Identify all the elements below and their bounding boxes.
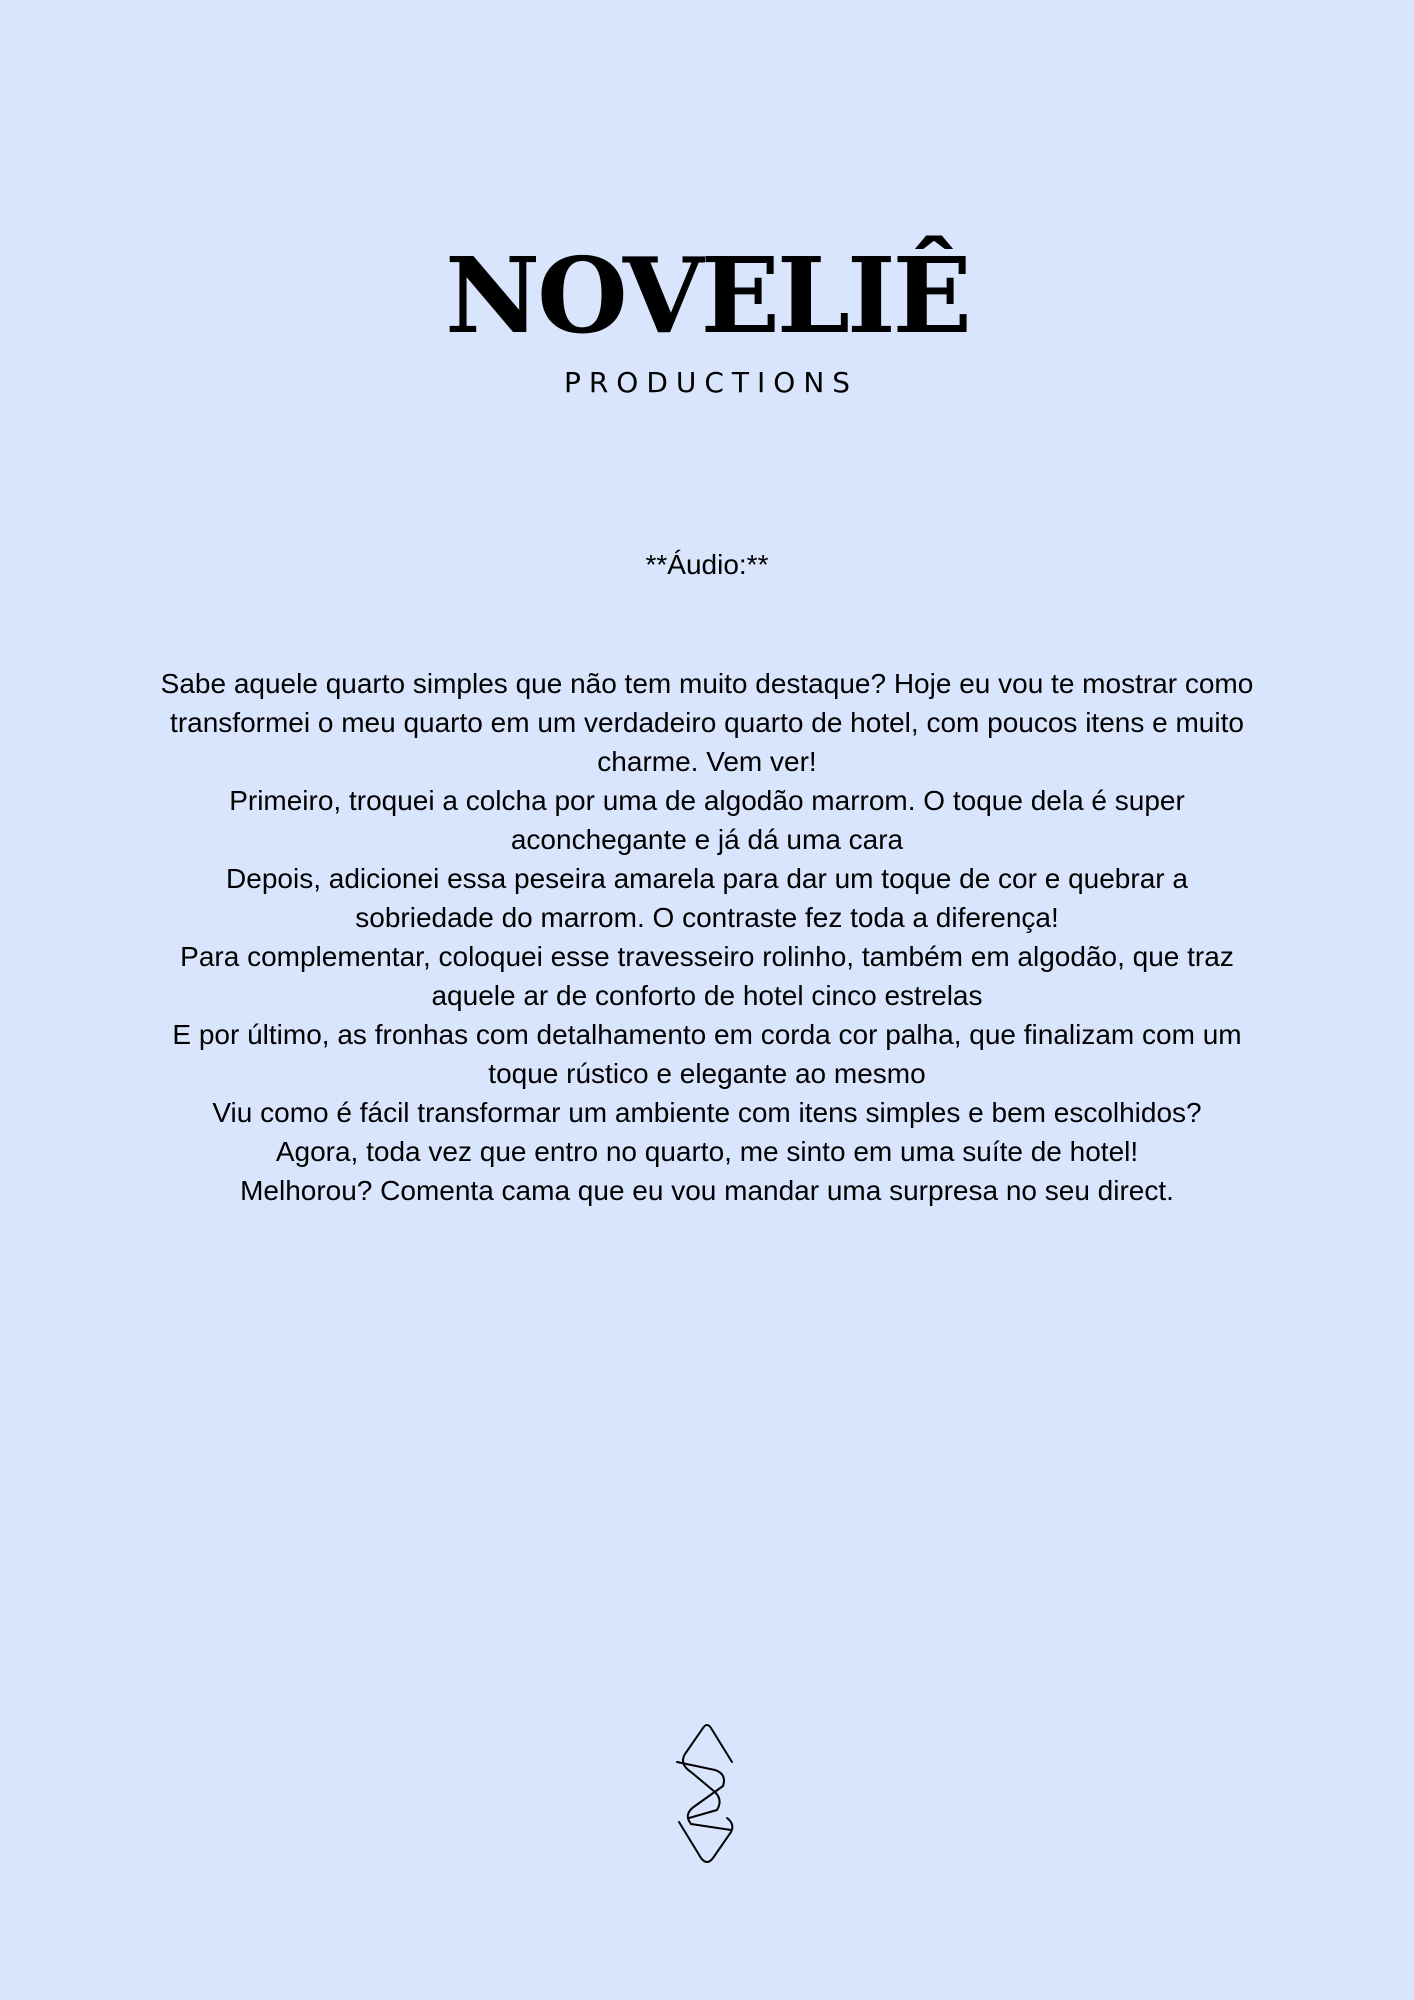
- script-line: Agora, toda vez que entro no quarto, me sinto em uma suíte de hotel!: [275, 1136, 1139, 1167]
- section-label: **Áudio:**: [645, 549, 769, 580]
- brand-subtitle: PRODUCTIONS: [563, 366, 859, 399]
- script-line: Melhorou? Comenta cama que eu vou mandar uma surpresa no seu direct.: [240, 1175, 1174, 1206]
- script-body: [160, 664, 1254, 1210]
- script-line: Primeiro, troquei a colcha por uma de algodão marrom. O toque dela é super aconchegante e já dá uma cara: [229, 785, 1185, 855]
- script-line: Depois, adicionei essa peseira amarela para dar um toque de cor e quebrar a sobriedade do marrom. O contraste fez toda a diferença!: [226, 863, 1188, 933]
- script-line: Sabe aquele quarto simples que não tem muito destaque? Hoje eu vou te mostrar como transformei o meu quarto em um verdadeiro quarto de hotel, com poucos itens e muito charme. Vem ver!: [160, 668, 1254, 777]
- script-line: Viu como é fácil transformar um ambiente com itens simples e bem escolhidos?: [212, 1097, 1202, 1128]
- script-line: E por último, as fronhas com detalhamento em corda cor palha, que finalizam com um toque rústico e elegante ao mesmo: [172, 1019, 1242, 1089]
- brand-name: NOVELIÊ: [445, 234, 969, 357]
- monogram-logo-icon: [667, 1710, 747, 1870]
- brand-header: [0, 236, 1414, 399]
- script-line: Para complementar, coloquei esse travesseiro rolinho, também em algodão, que traz aquele ar de conforto de hotel cinco estrelas: [180, 941, 1234, 1011]
